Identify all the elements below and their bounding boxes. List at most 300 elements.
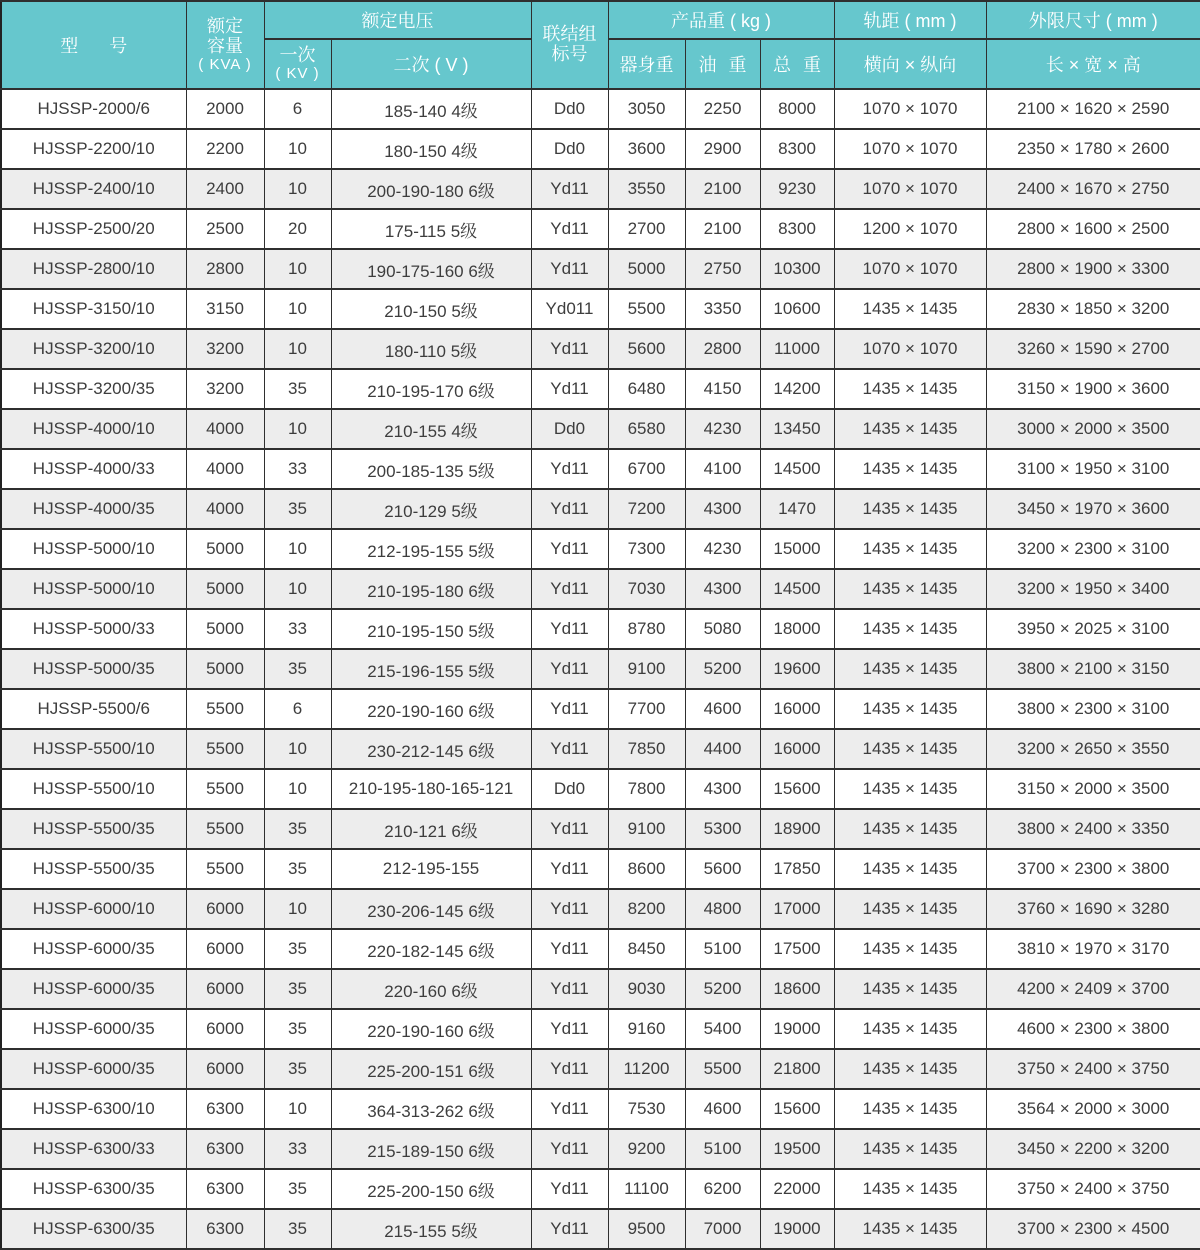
model-cell: HJSSP-4000/35 [1, 489, 186, 529]
outer-dimensions-cell: 3150 × 2000 × 3500 [986, 769, 1200, 809]
total-weight-cell: 15600 [760, 769, 834, 809]
connection-group-cell: Yd11 [531, 889, 608, 929]
total-weight-cell: 14200 [760, 369, 834, 409]
secondary-voltage-cell: 210-195-180 6级 [331, 569, 531, 609]
secondary-voltage-cell: 220-160 6级 [331, 969, 531, 1009]
primary-voltage-cell: 6 [264, 89, 331, 129]
connection-group-header [531, 1, 608, 89]
table-row [1, 1089, 1200, 1129]
connection-group-cell: Yd11 [531, 1089, 608, 1129]
primary-voltage-cell: 10 [264, 169, 331, 209]
rated-voltage-group-header: 额定电压 [264, 1, 531, 39]
oil-weight-cell: 5100 [685, 929, 760, 969]
body-weight-cell: 9200 [608, 1129, 685, 1169]
rated-capacity-cell: 5000 [186, 649, 264, 689]
product-weight-group-header: 产品重 ( kg ) [608, 1, 834, 39]
primary-voltage-cell: 35 [264, 809, 331, 849]
body-weight-cell: 2700 [608, 209, 685, 249]
body-weight-cell: 5600 [608, 329, 685, 369]
primary-voltage-cell: 10 [264, 569, 331, 609]
table-row [1, 769, 1200, 809]
table-row [1, 649, 1200, 689]
connection-group-cell: Yd11 [531, 1169, 608, 1209]
table-row [1, 209, 1200, 249]
secondary-voltage-cell: 180-150 4级 [331, 129, 531, 169]
rated-capacity-cell: 5000 [186, 569, 264, 609]
outer-dimensions-cell: 4600 × 2300 × 3800 [986, 1009, 1200, 1049]
connection-group-cell: Yd11 [531, 1049, 608, 1089]
model-cell: HJSSP-5000/10 [1, 529, 186, 569]
body-weight-cell: 9100 [608, 809, 685, 849]
track-gauge-cell: 1435 × 1435 [834, 1009, 986, 1049]
outer-dimensions-cell: 3750 × 2400 × 3750 [986, 1049, 1200, 1089]
rated-capacity-cell: 2800 [186, 249, 264, 289]
track-gauge-cell: 1435 × 1435 [834, 929, 986, 969]
rated-capacity-cell: 4000 [186, 449, 264, 489]
secondary-voltage-cell: 210-195-150 5级 [331, 609, 531, 649]
rated-capacity-header [186, 1, 264, 89]
body-weight-cell: 9160 [608, 1009, 685, 1049]
outer-dimensions-cell: 3810 × 1970 × 3170 [986, 929, 1200, 969]
outer-dimensions-cell: 3200 × 1950 × 3400 [986, 569, 1200, 609]
table-row [1, 929, 1200, 969]
total-weight-header: 总 重 [760, 39, 834, 89]
table-row [1, 489, 1200, 529]
oil-weight-cell: 4230 [685, 409, 760, 449]
body-weight-cell: 5500 [608, 289, 685, 329]
secondary-voltage-header: 二次 ( V ) [331, 39, 531, 89]
body-weight-cell: 9100 [608, 649, 685, 689]
secondary-voltage-cell: 180-110 5级 [331, 329, 531, 369]
model-cell: HJSSP-5500/10 [1, 769, 186, 809]
table-row [1, 1209, 1200, 1249]
rated-capacity-cell: 6300 [186, 1209, 264, 1249]
total-weight-cell: 18000 [760, 609, 834, 649]
oil-weight-cell: 2100 [685, 169, 760, 209]
body-weight-cell: 3600 [608, 129, 685, 169]
model-cell: HJSSP-6300/35 [1, 1169, 186, 1209]
body-weight-cell: 7300 [608, 529, 685, 569]
rated-capacity-cell: 6000 [186, 969, 264, 1009]
outer-dimensions-cell: 3450 × 1970 × 3600 [986, 489, 1200, 529]
rated-capacity-header-unit: ( KVA ) [198, 55, 252, 73]
total-weight-cell: 1470 [760, 489, 834, 529]
rated-capacity-cell: 5000 [186, 529, 264, 569]
model-cell: HJSSP-6000/35 [1, 929, 186, 969]
total-weight-cell: 8000 [760, 89, 834, 129]
connection-group-cell: Yd11 [531, 249, 608, 289]
model-cell: HJSSP-4000/33 [1, 449, 186, 489]
track-gauge-cell: 1435 × 1435 [834, 1129, 986, 1169]
rated-capacity-header-line2: 容量 [207, 35, 243, 56]
oil-weight-cell: 5300 [685, 809, 760, 849]
outer-dimensions-cell: 3200 × 2650 × 3550 [986, 729, 1200, 769]
table-row [1, 809, 1200, 849]
secondary-voltage-cell: 210-150 5级 [331, 289, 531, 329]
rated-capacity-cell: 2000 [186, 89, 264, 129]
table-row [1, 409, 1200, 449]
body-weight-cell: 7800 [608, 769, 685, 809]
oil-weight-cell: 4300 [685, 569, 760, 609]
rated-capacity-header-line1: 额定 [207, 15, 243, 36]
table-row [1, 289, 1200, 329]
connection-group-cell: Yd11 [531, 649, 608, 689]
oil-weight-cell: 4300 [685, 489, 760, 529]
rated-capacity-cell: 5500 [186, 689, 264, 729]
connection-group-cell: Yd11 [531, 489, 608, 529]
secondary-voltage-cell: 175-115 5级 [331, 209, 531, 249]
primary-voltage-cell: 33 [264, 1129, 331, 1169]
outer-dimensions-cell: 3800 × 2400 × 3350 [986, 809, 1200, 849]
total-weight-cell: 21800 [760, 1049, 834, 1089]
secondary-voltage-cell: 210-121 6级 [331, 809, 531, 849]
body-weight-cell: 7530 [608, 1089, 685, 1129]
connection-group-cell: Yd11 [531, 569, 608, 609]
body-weight-header: 器身重 [608, 39, 685, 89]
primary-voltage-cell: 35 [264, 369, 331, 409]
connection-group-cell: Yd11 [531, 449, 608, 489]
body-weight-cell: 6700 [608, 449, 685, 489]
rated-capacity-cell: 6300 [186, 1089, 264, 1129]
secondary-voltage-cell: 185-140 4级 [331, 89, 531, 129]
body-weight-cell: 5000 [608, 249, 685, 289]
total-weight-cell: 17850 [760, 849, 834, 889]
connection-group-cell: Yd11 [531, 809, 608, 849]
model-cell: HJSSP-5000/35 [1, 649, 186, 689]
track-gauge-cell: 1435 × 1435 [834, 649, 986, 689]
oil-weight-cell: 4150 [685, 369, 760, 409]
track-gauge-cell: 1070 × 1070 [834, 129, 986, 169]
oil-weight-cell: 5200 [685, 969, 760, 1009]
primary-voltage-cell: 10 [264, 889, 331, 929]
body-weight-cell: 9500 [608, 1209, 685, 1249]
primary-voltage-cell: 35 [264, 969, 331, 1009]
rated-capacity-cell: 2200 [186, 129, 264, 169]
model-cell: HJSSP-6300/33 [1, 1129, 186, 1169]
oil-weight-cell: 4400 [685, 729, 760, 769]
primary-voltage-cell: 20 [264, 209, 331, 249]
model-cell: HJSSP-2200/10 [1, 129, 186, 169]
total-weight-cell: 18900 [760, 809, 834, 849]
track-gauge-cell: 1435 × 1435 [834, 409, 986, 449]
track-gauge-cell: 1435 × 1435 [834, 889, 986, 929]
outer-dimensions-group-header: 外限尺寸 ( mm ) [986, 1, 1200, 39]
total-weight-cell: 13450 [760, 409, 834, 449]
total-weight-cell: 8300 [760, 129, 834, 169]
oil-weight-cell: 2750 [685, 249, 760, 289]
track-gauge-cell: 1435 × 1435 [834, 489, 986, 529]
connection-group-cell: Yd11 [531, 1129, 608, 1169]
table-row [1, 169, 1200, 209]
primary-voltage-header-line1: 一次 [279, 44, 316, 65]
body-weight-cell: 8450 [608, 929, 685, 969]
track-gauge-group-header: 轨距 ( mm ) [834, 1, 986, 39]
track-gauge-cell: 1435 × 1435 [834, 1169, 986, 1209]
body-weight-cell: 9030 [608, 969, 685, 1009]
model-cell: HJSSP-6000/10 [1, 889, 186, 929]
oil-weight-cell: 5600 [685, 849, 760, 889]
outer-dimensions-cell: 3760 × 1690 × 3280 [986, 889, 1200, 929]
table-row [1, 1129, 1200, 1169]
secondary-voltage-cell: 210-195-170 6级 [331, 369, 531, 409]
outer-dimensions-cell: 3950 × 2025 × 3100 [986, 609, 1200, 649]
outer-dimensions-cell: 3700 × 2300 × 3800 [986, 849, 1200, 889]
secondary-voltage-cell: 225-200-150 6级 [331, 1169, 531, 1209]
outer-dimensions-cell: 4200 × 2409 × 3700 [986, 969, 1200, 1009]
rated-capacity-cell: 5500 [186, 809, 264, 849]
rated-capacity-cell: 3200 [186, 329, 264, 369]
oil-weight-cell: 2800 [685, 329, 760, 369]
table-row [1, 729, 1200, 769]
table-row [1, 329, 1200, 369]
track-gauge-cell: 1435 × 1435 [834, 449, 986, 489]
outer-dimensions-cell: 3564 × 2000 × 3000 [986, 1089, 1200, 1129]
primary-voltage-cell: 6 [264, 689, 331, 729]
secondary-voltage-cell: 212-195-155 [331, 849, 531, 889]
track-gauge-cell: 1435 × 1435 [834, 1089, 986, 1129]
connection-group-header-line2: 标号 [551, 44, 588, 64]
connection-group-header-line1: 联结组 [542, 24, 597, 45]
oil-weight-cell: 2250 [685, 89, 760, 129]
total-weight-cell: 8300 [760, 209, 834, 249]
table-row [1, 849, 1200, 889]
outer-dimensions-cell: 3450 × 2200 × 3200 [986, 1129, 1200, 1169]
rated-capacity-cell: 5500 [186, 849, 264, 889]
model-cell: HJSSP-4000/10 [1, 409, 186, 449]
primary-voltage-cell: 10 [264, 329, 331, 369]
model-cell: HJSSP-5500/35 [1, 809, 186, 849]
total-weight-cell: 14500 [760, 449, 834, 489]
table-row [1, 1049, 1200, 1089]
primary-voltage-cell: 10 [264, 289, 331, 329]
total-weight-cell: 14500 [760, 569, 834, 609]
rated-capacity-cell: 4000 [186, 489, 264, 529]
primary-voltage-cell: 35 [264, 1049, 331, 1089]
primary-voltage-cell: 10 [264, 409, 331, 449]
rated-capacity-cell: 6000 [186, 929, 264, 969]
secondary-voltage-cell: 212-195-155 5级 [331, 529, 531, 569]
oil-weight-cell: 7000 [685, 1209, 760, 1249]
oil-weight-cell: 2100 [685, 209, 760, 249]
model-cell: HJSSP-5000/10 [1, 569, 186, 609]
model-cell: HJSSP-6000/35 [1, 1009, 186, 1049]
oil-weight-cell: 3350 [685, 289, 760, 329]
model-cell: HJSSP-3200/10 [1, 329, 186, 369]
primary-voltage-cell: 33 [264, 449, 331, 489]
connection-group-cell: Yd11 [531, 849, 608, 889]
connection-group-cell: Dd0 [531, 409, 608, 449]
body-weight-cell: 8600 [608, 849, 685, 889]
total-weight-cell: 10300 [760, 249, 834, 289]
connection-group-cell: Yd11 [531, 929, 608, 969]
body-weight-cell: 7030 [608, 569, 685, 609]
total-weight-cell: 19600 [760, 649, 834, 689]
rated-capacity-cell: 6000 [186, 1009, 264, 1049]
model-cell: HJSSP-2800/10 [1, 249, 186, 289]
secondary-voltage-cell: 220-190-160 6级 [331, 1009, 531, 1049]
rated-capacity-cell: 4000 [186, 409, 264, 449]
outer-dimensions-cell: 3150 × 1900 × 3600 [986, 369, 1200, 409]
oil-weight-cell: 5500 [685, 1049, 760, 1089]
connection-group-cell: Yd11 [531, 529, 608, 569]
secondary-voltage-cell: 215-189-150 6级 [331, 1129, 531, 1169]
total-weight-cell: 19500 [760, 1129, 834, 1169]
track-gauge-cell: 1070 × 1070 [834, 89, 986, 129]
total-weight-cell: 22000 [760, 1169, 834, 1209]
body-weight-cell: 8200 [608, 889, 685, 929]
oil-weight-cell: 4800 [685, 889, 760, 929]
rated-capacity-cell: 3150 [186, 289, 264, 329]
oil-weight-cell: 5080 [685, 609, 760, 649]
table-row [1, 609, 1200, 649]
primary-voltage-cell: 35 [264, 649, 331, 689]
track-gauge-cell: 1435 × 1435 [834, 729, 986, 769]
connection-group-cell: Yd11 [531, 969, 608, 1009]
primary-voltage-cell: 33 [264, 609, 331, 649]
total-weight-cell: 16000 [760, 729, 834, 769]
track-gauge-cell: 1070 × 1070 [834, 169, 986, 209]
model-cell: HJSSP-5500/10 [1, 729, 186, 769]
secondary-voltage-cell: 364-313-262 6级 [331, 1089, 531, 1129]
table-row [1, 249, 1200, 289]
oil-weight-cell: 4600 [685, 1089, 760, 1129]
outer-dimensions-cell: 2350 × 1780 × 2600 [986, 129, 1200, 169]
outer-dimensions-sub-header: 长 × 宽 × 高 [986, 39, 1200, 89]
outer-dimensions-cell: 2800 × 1600 × 2500 [986, 209, 1200, 249]
body-weight-cell: 11100 [608, 1169, 685, 1209]
body-weight-cell: 7850 [608, 729, 685, 769]
rated-capacity-cell: 5500 [186, 729, 264, 769]
table-row [1, 529, 1200, 569]
table-row [1, 89, 1200, 129]
connection-group-cell: Yd11 [531, 169, 608, 209]
track-gauge-cell: 1435 × 1435 [834, 569, 986, 609]
model-cell: HJSSP-6000/35 [1, 1049, 186, 1089]
table-row [1, 889, 1200, 929]
connection-group-cell: Yd11 [531, 729, 608, 769]
primary-voltage-cell: 35 [264, 489, 331, 529]
primary-voltage-cell: 10 [264, 249, 331, 289]
connection-group-cell: Yd11 [531, 329, 608, 369]
oil-weight-cell: 4600 [685, 689, 760, 729]
body-weight-cell: 6580 [608, 409, 685, 449]
rated-capacity-cell: 3200 [186, 369, 264, 409]
track-gauge-cell: 1435 × 1435 [834, 769, 986, 809]
secondary-voltage-cell: 230-206-145 6级 [331, 889, 531, 929]
outer-dimensions-cell: 2800 × 1900 × 3300 [986, 249, 1200, 289]
primary-voltage-cell: 35 [264, 1169, 331, 1209]
outer-dimensions-cell: 2830 × 1850 × 3200 [986, 289, 1200, 329]
body-weight-cell: 6480 [608, 369, 685, 409]
total-weight-cell: 19000 [760, 1209, 834, 1249]
oil-weight-cell: 4300 [685, 769, 760, 809]
rated-capacity-cell: 5000 [186, 609, 264, 649]
connection-group-cell: Yd11 [531, 1009, 608, 1049]
total-weight-cell: 17500 [760, 929, 834, 969]
track-gauge-cell: 1070 × 1070 [834, 329, 986, 369]
track-gauge-cell: 1435 × 1435 [834, 369, 986, 409]
total-weight-cell: 15600 [760, 1089, 834, 1129]
primary-voltage-cell: 35 [264, 849, 331, 889]
model-cell: HJSSP-6000/35 [1, 969, 186, 1009]
secondary-voltage-cell: 210-195-180-165-121 [331, 769, 531, 809]
total-weight-cell: 18600 [760, 969, 834, 1009]
model-cell: HJSSP-5500/35 [1, 849, 186, 889]
track-gauge-cell: 1070 × 1070 [834, 249, 986, 289]
outer-dimensions-cell: 3200 × 2300 × 3100 [986, 529, 1200, 569]
primary-voltage-cell: 10 [264, 729, 331, 769]
oil-weight-cell: 5400 [685, 1009, 760, 1049]
primary-voltage-header [264, 39, 331, 89]
primary-voltage-cell: 35 [264, 1209, 331, 1249]
model-cell: HJSSP-5000/33 [1, 609, 186, 649]
model-cell: HJSSP-2400/10 [1, 169, 186, 209]
primary-voltage-cell: 10 [264, 769, 331, 809]
connection-group-cell: Yd011 [531, 289, 608, 329]
oil-weight-cell: 5200 [685, 649, 760, 689]
track-gauge-cell: 1435 × 1435 [834, 849, 986, 889]
connection-group-cell: Yd11 [531, 689, 608, 729]
model-cell: HJSSP-6300/10 [1, 1089, 186, 1129]
secondary-voltage-cell: 215-155 5级 [331, 1209, 531, 1249]
table-row [1, 369, 1200, 409]
table-row [1, 969, 1200, 1009]
oil-weight-cell: 4230 [685, 529, 760, 569]
secondary-voltage-cell: 200-190-180 6级 [331, 169, 531, 209]
outer-dimensions-cell: 3750 × 2400 × 3750 [986, 1169, 1200, 1209]
body-weight-cell: 7200 [608, 489, 685, 529]
oil-weight-cell: 2900 [685, 129, 760, 169]
table-row [1, 1009, 1200, 1049]
track-gauge-cell: 1435 × 1435 [834, 689, 986, 729]
outer-dimensions-cell: 2100 × 1620 × 2590 [986, 89, 1200, 129]
connection-group-cell: Yd11 [531, 609, 608, 649]
total-weight-cell: 16000 [760, 689, 834, 729]
model-cell: HJSSP-5500/6 [1, 689, 186, 729]
connection-group-cell: Dd0 [531, 769, 608, 809]
oil-weight-cell: 4100 [685, 449, 760, 489]
track-gauge-cell: 1435 × 1435 [834, 969, 986, 1009]
connection-group-cell: Yd11 [531, 209, 608, 249]
body-weight-cell: 8780 [608, 609, 685, 649]
rated-capacity-cell: 2500 [186, 209, 264, 249]
connection-group-cell: Dd0 [531, 129, 608, 169]
track-gauge-sub-header: 横向 × 纵向 [834, 39, 986, 89]
connection-group-cell: Dd0 [531, 89, 608, 129]
total-weight-cell: 19000 [760, 1009, 834, 1049]
secondary-voltage-cell: 230-212-145 6级 [331, 729, 531, 769]
track-gauge-cell: 1435 × 1435 [834, 1209, 986, 1249]
track-gauge-cell: 1435 × 1435 [834, 289, 986, 329]
total-weight-cell: 9230 [760, 169, 834, 209]
total-weight-cell: 10600 [760, 289, 834, 329]
model-cell: HJSSP-3200/35 [1, 369, 186, 409]
track-gauge-cell: 1435 × 1435 [834, 809, 986, 849]
total-weight-cell: 11000 [760, 329, 834, 369]
primary-voltage-cell: 35 [264, 929, 331, 969]
secondary-voltage-cell: 210-155 4级 [331, 409, 531, 449]
model-cell: HJSSP-2000/6 [1, 89, 186, 129]
outer-dimensions-cell: 3260 × 1590 × 2700 [986, 329, 1200, 369]
table-row [1, 569, 1200, 609]
model-cell: HJSSP-6300/35 [1, 1209, 186, 1249]
rated-capacity-cell: 2400 [186, 169, 264, 209]
track-gauge-cell: 1200 × 1070 [834, 209, 986, 249]
outer-dimensions-cell: 3800 × 2100 × 3150 [986, 649, 1200, 689]
model-header: 型 号 [1, 1, 186, 89]
secondary-voltage-cell: 210-129 5级 [331, 489, 531, 529]
oil-weight-cell: 6200 [685, 1169, 760, 1209]
